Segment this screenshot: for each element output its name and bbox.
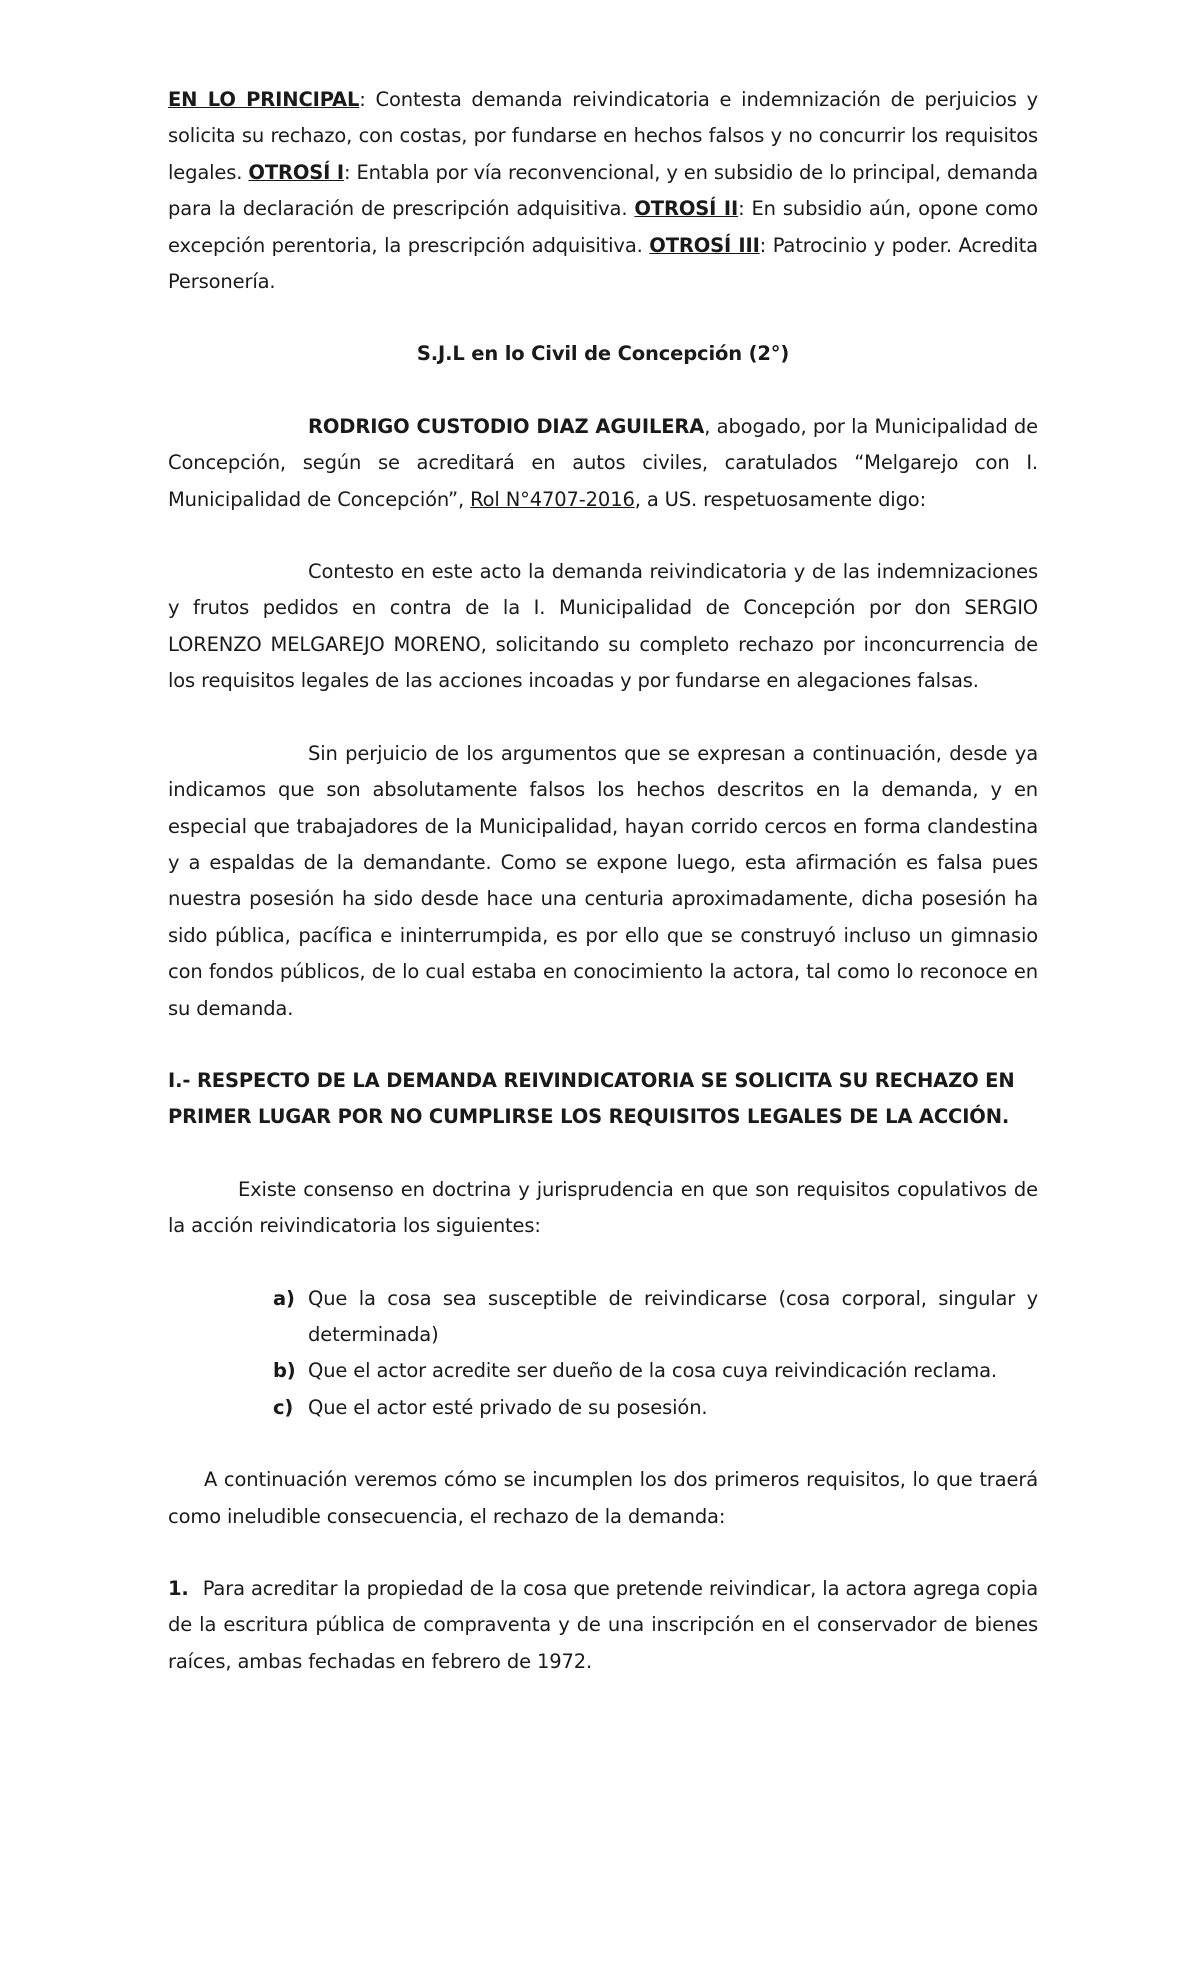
otrosi-2-text: : En subsidio aún, opone como excepción perentoria, la prescripción adquisitiva. [168, 197, 1038, 257]
intro-paragraph [168, 409, 1038, 518]
paragraph-sin-perjuicio: Sin perjuicio de los argumentos que se expresan a continuación, desde ya indicamos que son absolutamente falsos los hechos descritos en la demanda, y en especial que trabajadores de la Municipalidad, hayan corrido cercos en forma clandestina y a espaldas de la demandante. Como se expone luego, esta afirmación es falsa pues nuestra posesión ha sido desde hace una centuria aproximadamente, dicha posesión ha sido pública, pacífica e ininterrumpida, es por ello que se construyó incluso un gimnasio con fondos públicos, de lo cual estaba en conocimiento la actora, tal como lo reconoce en su demanda. [168, 741, 1038, 1020]
list-item-text: Que la cosa sea susceptible de reivindicarse (cosa corporal, singular y determinada) [308, 1286, 1038, 1346]
paragraph-consenso: Existe consenso en doctrina y jurisprudencia en que son requisitos copulativos de la acción reivindicatoria los siguientes: [168, 1177, 1038, 1238]
otrosi-3-label: OTROSÍ III [649, 233, 760, 257]
case-rol: Rol N°4707-2016 [470, 487, 635, 511]
section-heading-1: I.- RESPECTO DE LA DEMANDA REIVINDICATORIA SE SOLICITA SU RECHAZO EN PRIMER LUGAR POR NO CUMPLIRSE LOS REQUISITOS LEGALES DE LA ACCIÓN. [168, 1068, 1015, 1129]
otrosi-1-label: OTROSÍ I [248, 160, 345, 184]
paragraph-numbered-1 [168, 1571, 1038, 1680]
requisitos-list [168, 1281, 1038, 1427]
list-item [168, 1390, 1038, 1426]
intro-text-1: , abogado, por la Municipalidad de Concepción, según se acreditará en autos civiles, caratulados “Melgarejo con I. Municipalidad de Concepción”, [168, 414, 1038, 511]
list-item-mark: b) [273, 1359, 296, 1383]
document-page [168, 82, 1038, 1680]
paragraph-continuacion: A continuación veremos cómo se incumplen los dos primeros requisitos, lo que traerá como ineludible consecuencia, el rechazo de la demanda: [168, 1468, 1038, 1528]
paragraph-number: 1. [168, 1577, 189, 1600]
principal-label: EN LO PRINCIPAL [168, 88, 360, 111]
lawyer-name: RODRIGO CUSTODIO DIAZ AGUILERA [308, 414, 705, 438]
paragraph-numbered-1-text: Para acreditar la propiedad de la cosa que pretende reivindicar, la actora agrega copia de la escritura pública de compraventa y de una inscripción en el conservador de bienes raíces, ambas fechadas en febrero de 1972. [168, 1577, 1038, 1673]
otrosi-3-text: : Patrocinio y poder. Acredita Personería. [168, 233, 1038, 294]
court-title: S.J.L en lo Civil de Concepción (2°) [416, 342, 790, 366]
paragraph-contesto: Contesto en este acto la demanda reivindicatoria y de las indemnizaciones y frutos pedidos en contra de la I. Municipalidad de Concepción por don SERGIO LORENZO MELGAREJO MORENO, solicitando su completo rechazo por inconcurrencia de los requisitos legales de las acciones incoadas y por fundarse en alegaciones falsas. [168, 560, 1038, 693]
intro-text-2: , a US. respetuosamente digo: [634, 487, 926, 511]
list-item-mark: a) [273, 1286, 295, 1310]
list-item-mark: c) [273, 1395, 294, 1419]
list-item-text: Que el actor esté privado de su posesión. [308, 1395, 708, 1419]
list-item [168, 1353, 1038, 1389]
list-item [168, 1281, 1038, 1354]
summary-block [168, 82, 1038, 300]
list-item-text: Que el actor acredite ser dueño de la cosa cuya reivindicación reclama. [308, 1359, 997, 1383]
otrosi-2-label: OTROSÍ II [634, 197, 739, 221]
otrosi-1-text: : Entabla por vía reconvencional, y en subsidio de lo principal, demanda para la declaración de prescripción adquisitiva. [168, 160, 1038, 221]
principal-text: : Contesta demanda reivindicatoria e indemnización de perjuicios y solicita su rechazo, con costas, por fundarse en hechos falsos y no concurrir los requisitos legales. [168, 88, 1038, 184]
